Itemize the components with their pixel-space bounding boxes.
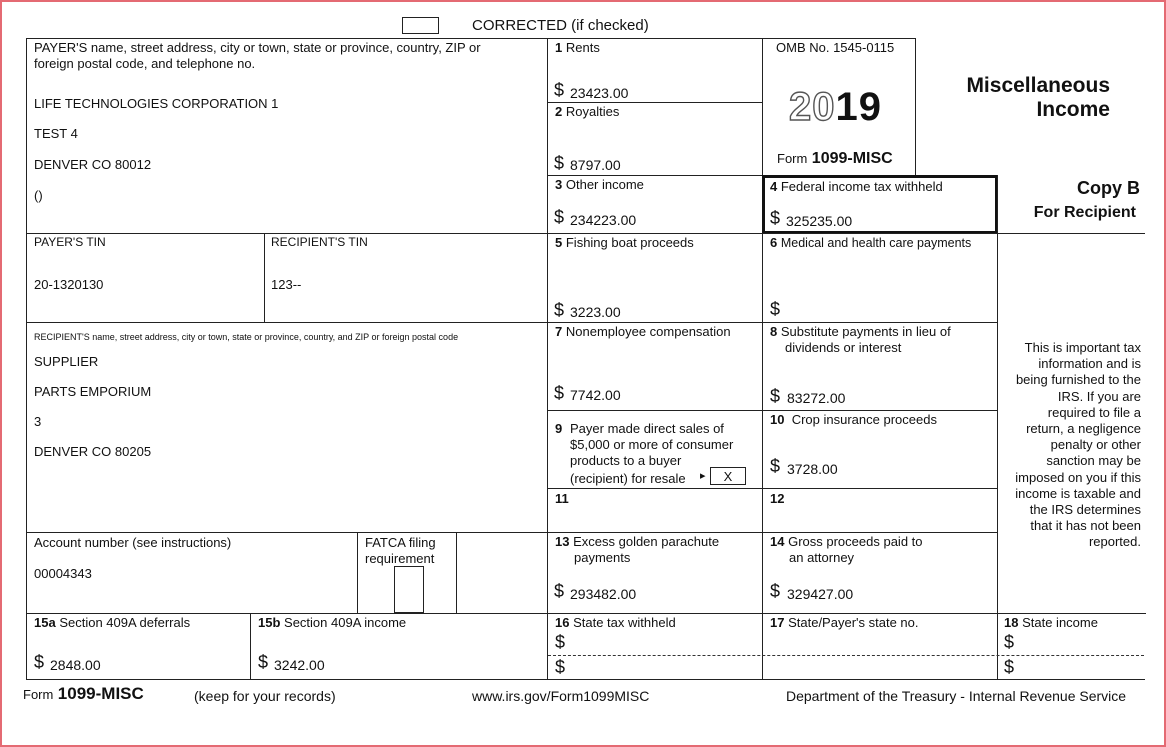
box-14-value: 329427.00: [787, 586, 854, 602]
notice-text: This is important tax information and is being furnished to the IRS. If you are required to file a return, a negligence penalty or other sanction may be imposed on you if this income is taxable and the IRS determines that it has not been reported.: [1015, 340, 1141, 550]
recipient-line4: DENVER CO 80205: [34, 444, 152, 459]
box-18-dollar-2: $: [1004, 657, 1015, 677]
box-8-number: 8: [770, 324, 778, 339]
box-7-label: Nonemployee compensation: [565, 324, 731, 339]
box-6: [762, 233, 998, 323]
box-8-label: Substitute payments in lieu of: [780, 324, 951, 339]
tax-year: [789, 85, 882, 130]
box-7-number: 7: [555, 324, 563, 339]
box-6-label: Medical and health care payments: [780, 236, 972, 250]
box-2: [547, 102, 763, 176]
box-15b: [250, 613, 548, 680]
box-6-dollar: $: [770, 299, 781, 319]
box-5-number: 5: [555, 235, 563, 250]
recipient-box: [26, 322, 548, 533]
payer-phone: (): [34, 188, 43, 203]
box-14-label2: an attorney: [789, 550, 855, 565]
box-7-dollar: $: [554, 383, 565, 403]
box-17: [762, 613, 998, 680]
box-3-number: 3: [555, 177, 563, 192]
box-9-check-mark: X: [723, 469, 733, 484]
for-recipient-label: For Recipient: [1033, 204, 1136, 221]
footer-form-prefix: Form: [23, 687, 54, 702]
form-title: [930, 74, 1110, 122]
form-title-line2: Income: [1036, 98, 1110, 121]
box-13-value: 293482.00: [570, 586, 637, 602]
box-10-label: Crop insurance proceeds: [791, 412, 937, 427]
box-18-label: State income: [1022, 615, 1098, 630]
recipient-line2: PARTS EMPORIUM: [34, 384, 152, 399]
corrected-checkbox[interactable]: [402, 17, 439, 34]
box-7: [547, 322, 763, 411]
fatca-label-1: FATCA filing: [365, 535, 436, 550]
box-18-number: 18: [1004, 615, 1019, 630]
box-1-label: Rents: [565, 40, 600, 55]
box-5-label: Fishing boat proceeds: [565, 235, 694, 250]
box-3-value: 234223.00: [570, 212, 637, 228]
box-14-dollar: $: [770, 581, 781, 601]
box-15b-label: Section 409A income: [284, 615, 407, 630]
box-9-line2: $5,000 or more of consumer: [570, 437, 734, 452]
box-4-number: 4: [770, 179, 778, 194]
box-9-line1: Payer made direct sales of: [570, 421, 724, 436]
state-divider-line: [548, 655, 1144, 656]
box-2-label: Royalties: [565, 104, 620, 119]
payer-label: PAYER'S name, street address, city or town, state or province, country, ZIP or foreign postal code, and telephone no.: [34, 40, 481, 71]
box-10-number: 10: [770, 412, 785, 427]
box-8: [762, 322, 998, 411]
box-18-dollar-1: $: [1004, 632, 1015, 652]
recipient-tin-label: RECIPIENT'S TIN: [271, 235, 368, 249]
box-3-label: Other income: [565, 177, 644, 192]
footer-form-number: 1099-MISC: [57, 684, 144, 703]
box-9-line3: products to a buyer: [570, 453, 682, 468]
payer-tin-value: 20-1320130: [34, 277, 104, 292]
box-4-dollar: $: [770, 208, 781, 228]
box-10-dollar: $: [770, 456, 781, 476]
box-9: [547, 410, 763, 489]
box-17-number: 17: [770, 615, 785, 630]
box-1-dollar: $: [554, 80, 565, 100]
box-16-dollar-2: $: [555, 657, 566, 677]
footer-form-name: [23, 684, 144, 704]
box-6-number: 6: [770, 235, 778, 250]
account-box: [26, 532, 358, 614]
right-column-vline: [997, 175, 998, 614]
omb-label: OMB No. 1545-0115: [776, 40, 895, 55]
box-4-label: Federal income tax withheld: [780, 179, 943, 194]
box-15a-value: 2848.00: [50, 657, 101, 673]
recipient-line3: 3: [34, 414, 42, 429]
footer-keep-note: (keep for your records): [194, 688, 336, 704]
fatca-box: [357, 532, 457, 614]
box-1-value: 23423.00: [570, 85, 629, 101]
box-16-number: 16: [555, 615, 570, 630]
tax-year-solid: 19: [835, 85, 882, 129]
copy-b-label: Copy B: [1077, 178, 1140, 198]
box-9-arrow-icon: ▸: [700, 470, 706, 482]
payer-line2: TEST 4: [34, 126, 78, 141]
box-13-label2: payments: [574, 550, 631, 565]
box-2-dollar: $: [554, 153, 565, 173]
box-14-label: Gross proceeds paid to: [788, 534, 923, 549]
box-2-number: 2: [555, 104, 563, 119]
box-15a-label: Section 409A deferrals: [59, 615, 191, 630]
footer-url[interactable]: www.irs.gov/Form1099MISC: [472, 688, 650, 704]
box-18: [997, 613, 1145, 680]
box-13-number: 13: [555, 534, 570, 549]
box-15b-value: 3242.00: [274, 657, 325, 673]
payer-box: [26, 38, 548, 234]
payer-name: LIFE TECHNOLOGIES CORPORATION 1: [34, 96, 279, 111]
fatca-label-2: requirement: [365, 551, 435, 566]
box-5-dollar: $: [554, 300, 565, 320]
recipient-label: RECIPIENT'S name, street address, city or town, state or province, country, and ZIP or foreign postal code: [34, 332, 459, 342]
box-11-number: 11: [555, 491, 569, 506]
recipient-tin-box: [264, 233, 548, 323]
box-16-label: State tax withheld: [573, 615, 676, 630]
box-9-line4: (recipient) for resale: [570, 471, 686, 486]
box-10: [762, 410, 998, 489]
box-15b-number: 15b: [258, 615, 281, 630]
box-14: [762, 532, 998, 614]
box-13-dollar: $: [554, 581, 565, 601]
form-title-line1: Miscellaneous: [966, 74, 1110, 97]
box-3: [547, 175, 763, 234]
box-17-label: State/Payer's state no.: [788, 615, 919, 630]
corrected-label: CORRECTED (if checked): [472, 17, 649, 34]
box-15a-number: 15a: [34, 615, 56, 630]
payer-tin-label: PAYER'S TIN: [34, 235, 106, 249]
box-10-value: 3728.00: [787, 461, 838, 477]
box-12: [762, 488, 998, 533]
box-1: [547, 38, 763, 103]
box-1-number: 1: [555, 40, 563, 55]
box-8-dollar: $: [770, 386, 781, 406]
recipient-tin-value: 123--: [271, 277, 302, 292]
box-16-dollar-1: $: [555, 632, 566, 652]
omb-box: [762, 38, 916, 176]
box-11: [547, 488, 763, 533]
box-5: [547, 233, 763, 323]
box-14-number: 14: [770, 534, 785, 549]
box-3-dollar: $: [554, 207, 565, 227]
box-4-value: 325235.00: [786, 213, 853, 229]
account-value: 00004343: [34, 566, 92, 581]
box-2-value: 8797.00: [570, 157, 621, 173]
payer-tin-box: [26, 233, 265, 323]
box-16: [547, 613, 763, 680]
box-12-number: 12: [770, 491, 785, 506]
box-9-checkbox[interactable]: [710, 467, 746, 485]
account-label: Account number (see instructions): [34, 535, 232, 550]
omb-form-number: 1099-MISC: [811, 150, 893, 167]
tax-year-outline: 20: [789, 85, 836, 129]
recipient-line1: SUPPLIER: [34, 354, 99, 369]
fatca-checkbox[interactable]: [394, 566, 424, 613]
box-9-number: 9: [555, 421, 563, 436]
omb-form-name: [777, 150, 893, 168]
box-8-label2: dividends or interest: [785, 340, 902, 355]
right-column-border: [997, 233, 1145, 234]
box-5-value: 3223.00: [570, 304, 621, 320]
payer-city: DENVER CO 80012: [34, 157, 152, 172]
box-15b-dollar: $: [258, 652, 269, 672]
footer-department: Department of the Treasury - Internal Revenue Service: [786, 688, 1127, 704]
box-13-label: Excess golden parachute: [573, 534, 720, 549]
box-15a: [26, 613, 251, 680]
box-7-value: 7742.00: [570, 387, 621, 403]
box-8-value: 83272.00: [787, 390, 846, 406]
box-13: [547, 532, 763, 614]
box-4: [762, 175, 998, 234]
blank-box: [456, 532, 548, 614]
box-15a-dollar: $: [34, 652, 45, 672]
omb-form-prefix: Form: [777, 151, 808, 166]
